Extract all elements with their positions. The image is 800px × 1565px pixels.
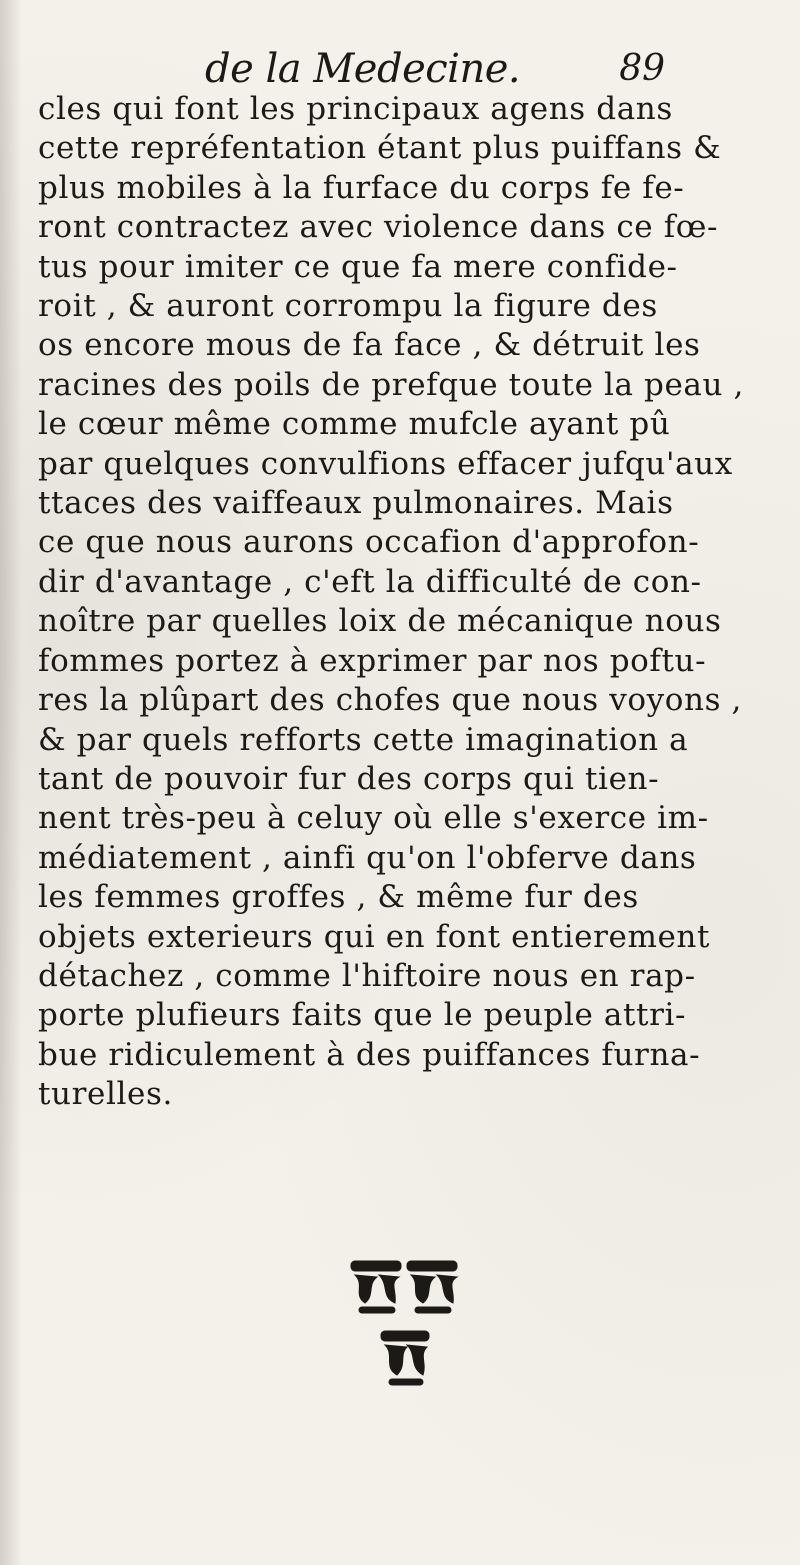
text-line: ttaces des vaiffeaux pulmonaires. Mais	[38, 485, 674, 522]
text-line: os encore mous de fa face , & détruit les	[38, 327, 701, 364]
text-line: turelles.	[38, 1076, 173, 1113]
text-line: & par quels refforts cette imagination a	[38, 721, 689, 758]
text-line: roit , & auront corrompu la figure des	[38, 288, 658, 325]
text-line: res la plûpart des chofes que nous voyons ,	[38, 682, 742, 719]
text-line: ront contractez avec violence dans ce fœ-	[38, 209, 719, 246]
text-line: le cœur même comme mufcle ayant pû	[38, 406, 671, 443]
text-line: dir d'avantage , c'eft la difficulté de con-	[38, 563, 702, 600]
text-line: tant de pouvoir fur des corps qui tien-	[38, 760, 660, 797]
text-line: noître par quelles loix de mécanique nous	[38, 603, 722, 640]
text-line: porte plufieurs faits que le peuple attri-	[38, 997, 687, 1034]
text-line: cles qui font les principaux agens dans	[38, 91, 673, 127]
text-line: les femmes groffes , & même fur des	[38, 879, 639, 916]
text-line: nent très-peu à celuy où elle s'exerce im-	[38, 800, 709, 837]
text-line: détachez , comme l'hiftoire nous en rap-	[38, 957, 696, 994]
running-head: de la Medecine.	[205, 46, 521, 92]
text-line: fommes portez à exprimer par nos poftu-	[38, 642, 707, 679]
text-line: ce que nous aurons occafion d'approfon-	[38, 524, 700, 561]
text-line: cette repréfentation étant plus puiffans &	[38, 130, 722, 167]
page-number: 89	[619, 48, 665, 89]
text-line: par quelques convulfions effacer jufqu'aux	[38, 445, 733, 482]
body-text	[38, 90, 798, 1115]
text-line: plus mobiles à la furface du corps fe fe-	[38, 169, 685, 206]
text-line: tus pour imiter ce que fa mere confide-	[38, 248, 678, 285]
tailpiece-ornament-icon	[345, 1255, 465, 1395]
page-gutter-shadow	[0, 0, 22, 1565]
page-header	[205, 44, 665, 94]
text-line: objets exterieurs qui en font entierement	[38, 918, 711, 955]
text-line: bue ridiculement à des puiffances furna-	[38, 1036, 701, 1073]
text-line: racines des poils de prefque toute la peau ,	[38, 366, 744, 403]
text-line: médiatement , ainfi qu'on l'obferve dans	[38, 839, 697, 876]
